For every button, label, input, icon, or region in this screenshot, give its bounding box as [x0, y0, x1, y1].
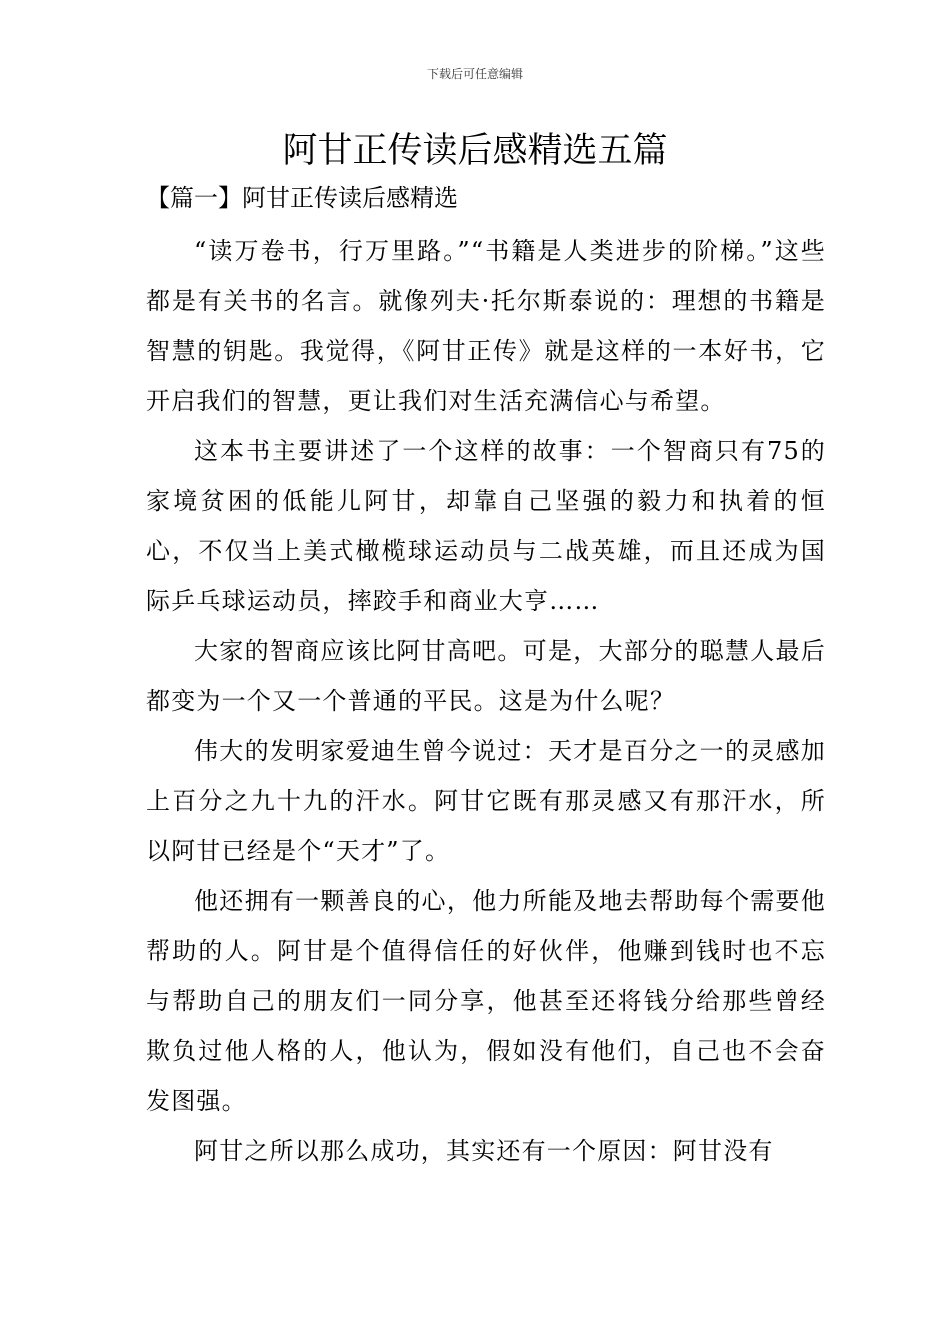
paragraph: 伟大的发明家爱迪生曾今说过：天才是百分之一的灵感加上百分之九十九的汗水。阿甘它既有那灵感又有那汗水，所以阿甘已经是个“天才”了。 — [146, 737, 826, 865]
document-title: 阿甘正传读后感精选五篇 — [282, 131, 668, 171]
paragraph: 阿甘之所以那么成功，其实还有一个原因：阿甘没有 — [194, 1137, 774, 1165]
paragraph: 他还拥有一颗善良的心，他力所能及地去帮助每个需要他帮助的人。阿甘是个值得信任的好伙伴，他赚到钱时也不忘与帮助自己的朋友们一同分享，他甚至还将钱分给那些曾经欺负过他人格的人，他认为，假如没有他们，自己也不会奋发图强。 — [146, 887, 826, 1115]
article-body — [146, 226, 826, 1176]
paragraph: “读万卷书，行万里路。”“书籍是人类进步的阶梯。”这些都是有关书的名言。就像列夫·托尔斯泰说的：理想的书籍是智慧的钥匙。我觉得，《阿甘正传》就是这样的一本好书，它开启我们的智慧，更让我们对生活充满信心与希望。 — [146, 237, 826, 415]
paragraph: 大家的智商应该比阿甘高吧。可是，大部分的聪慧人最后都变为一个又一个普通的平民。这是为什么呢？ — [146, 637, 826, 715]
paragraph: 这本书主要讲述了一个这样的故事：一个智商只有75的家境贫困的低能儿阿甘，却靠自己坚强的毅力和执着的恒心，不仅当上美式橄榄球运动员与二战英雄，而且还成为国际乒乓球运动员，摔跤手和商业大亨…… — [146, 437, 826, 615]
section-heading: 【篇一】阿甘正传读后感精选 — [146, 184, 458, 212]
header-note: 下载后可任意编辑 — [426, 67, 523, 81]
